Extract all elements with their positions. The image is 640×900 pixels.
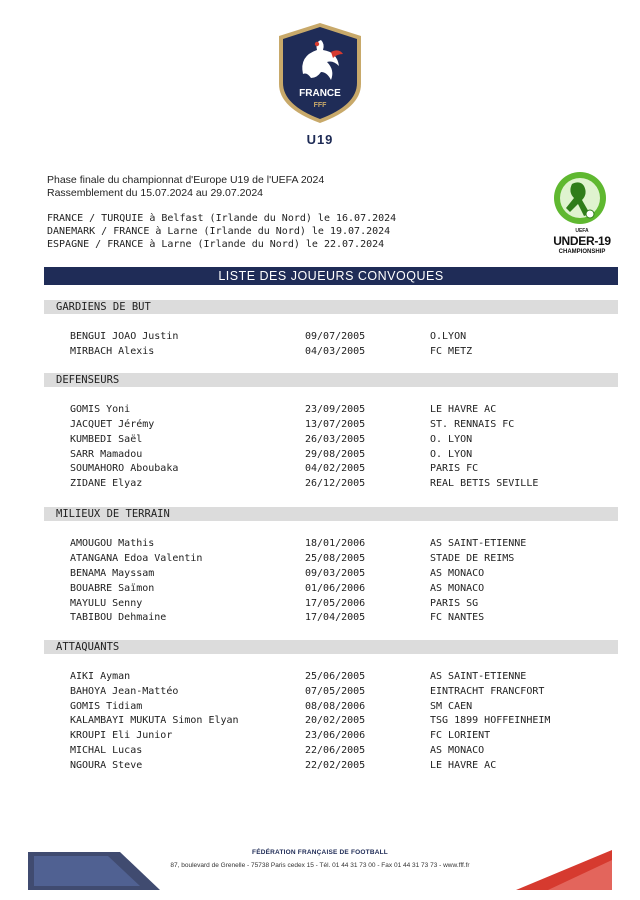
federation-name: FÉDÉRATION FRANÇAISE DE FOOTBALL	[252, 849, 388, 856]
player-row	[0, 729, 640, 743]
player-row	[0, 345, 640, 359]
player-name: MICHAL Lucas	[70, 745, 143, 756]
player-birthdate: 09/07/2005	[305, 331, 366, 342]
player-birthdate: 22/02/2005	[305, 760, 366, 771]
player-club: REAL BETIS SEVILLE	[430, 478, 539, 489]
player-name: BAHOYA Jean-Mattéo	[70, 686, 179, 697]
player-row	[0, 462, 640, 476]
player-name: AMOUGOU Mathis	[70, 538, 155, 549]
player-name: TABIBOU Dehmaine	[70, 612, 167, 623]
player-name: AIKI Ayman	[70, 671, 131, 682]
player-club: AS MONACO	[430, 583, 485, 594]
player-row	[0, 403, 640, 417]
crest-label: FRANCE	[299, 88, 341, 99]
section-label: ATTAQUANTS	[56, 641, 120, 653]
player-club: FC NANTES	[430, 612, 485, 623]
player-name: KUMBEDI Saël	[70, 434, 143, 445]
section-label: DEFENSEURS	[56, 374, 120, 386]
team-label: U19	[306, 132, 334, 147]
player-birthdate: 01/06/2006	[305, 583, 366, 594]
fff-crest-logo	[277, 22, 363, 124]
player-club: PARIS SG	[430, 598, 479, 609]
player-club: FC METZ	[430, 346, 473, 357]
fixture-line-1: FRANCE / TURQUIE à Belfast (Irlande du Nord) le 16.07.2024	[47, 213, 397, 224]
player-row	[0, 670, 640, 684]
player-row	[0, 685, 640, 699]
fixture-line-3: ESPAGNE / FRANCE à Larne (Irlande du Nord) le 22.07.2024	[47, 239, 385, 250]
player-birthdate: 17/05/2006	[305, 598, 366, 609]
section-header-defenders	[44, 373, 618, 387]
section-label: GARDIENS DE BUT	[56, 301, 151, 313]
player-birthdate: 18/01/2006	[305, 538, 366, 549]
section-header-forwards	[44, 640, 618, 654]
player-birthdate: 07/05/2005	[305, 686, 366, 697]
federation-address: 87, boulevard de Grenelle - 75738 Paris cedex 15 - Tél. 01 44 31 73 00 - Fax 01 44 31 73 73 - www.fff.fr	[170, 862, 470, 869]
player-club: LE HAVRE AC	[430, 404, 497, 415]
player-row	[0, 582, 640, 596]
player-name: SARR Mamadou	[70, 449, 143, 460]
player-club: STADE DE REIMS	[430, 553, 515, 564]
player-row	[0, 433, 640, 447]
section-header-midfielders	[44, 507, 618, 521]
player-club: FC LORIENT	[430, 730, 491, 741]
player-row	[0, 744, 640, 758]
player-name: GOMIS Yoni	[70, 404, 131, 415]
uefa-u19-logo	[546, 168, 618, 260]
player-club: O.LYON	[430, 331, 467, 342]
section-label: MILIEUX DE TERRAIN	[56, 508, 170, 520]
player-name: BENGUI JOAO Justin	[70, 331, 179, 342]
player-name: MAYULU Senny	[70, 598, 143, 609]
player-name: SOUMAHORO Aboubaka	[70, 463, 179, 474]
list-title: LISTE DES JOUEURS CONVOQUES	[44, 267, 618, 285]
player-club: AS MONACO	[430, 745, 485, 756]
player-club: TSG 1899 HOFFEINHEIM	[430, 715, 551, 726]
player-row	[0, 567, 640, 581]
player-name: JACQUET Jérémy	[70, 419, 155, 430]
player-birthdate: 25/06/2005	[305, 671, 366, 682]
player-row	[0, 477, 640, 491]
player-birthdate: 23/06/2006	[305, 730, 366, 741]
player-row	[0, 537, 640, 551]
player-name: ZIDANE Elyaz	[70, 478, 143, 489]
player-birthdate: 29/08/2005	[305, 449, 366, 460]
player-birthdate: 04/03/2005	[305, 346, 366, 357]
player-name: NGOURA Steve	[70, 760, 143, 771]
player-row	[0, 330, 640, 344]
player-club: AS SAINT-ETIENNE	[430, 671, 527, 682]
player-club: PARIS FC	[430, 463, 479, 474]
player-birthdate: 17/04/2005	[305, 612, 366, 623]
player-row	[0, 759, 640, 773]
player-name: KROUPI Eli Junior	[70, 730, 173, 741]
player-club: ST. RENNAIS FC	[430, 419, 515, 430]
player-row	[0, 611, 640, 625]
player-birthdate: 04/02/2005	[305, 463, 366, 474]
player-row	[0, 418, 640, 432]
player-birthdate: 25/08/2005	[305, 553, 366, 564]
player-row	[0, 714, 640, 728]
intro-line-1: Phase finale du championnat d'Europe U19 de l'UEFA 2024	[47, 174, 325, 186]
player-row	[0, 552, 640, 566]
player-name: MIRBACH Alexis	[70, 346, 155, 357]
player-name: BENAMA Mayssam	[70, 568, 155, 579]
uefa-player-emblem-icon	[550, 170, 610, 226]
player-row	[0, 448, 640, 462]
intro-line-2: Rassemblement du 15.07.2024 au 29.07.2024	[47, 187, 263, 199]
player-birthdate: 20/02/2005	[305, 715, 366, 726]
crest-sub-label: FFF	[313, 102, 327, 109]
player-birthdate: 09/03/2005	[305, 568, 366, 579]
player-birthdate: 22/06/2005	[305, 745, 366, 756]
player-birthdate: 23/09/2005	[305, 404, 366, 415]
player-club: AS SAINT-ETIENNE	[430, 538, 527, 549]
uefa-small-label: UEFA	[575, 228, 589, 234]
player-birthdate: 13/07/2005	[305, 419, 366, 430]
uefa-championship-label: CHAMPIONSHIP	[558, 249, 606, 255]
player-birthdate: 08/08/2006	[305, 701, 366, 712]
player-club: SM CAEN	[430, 701, 473, 712]
uefa-under19-label: UNDER-19	[553, 234, 611, 248]
player-name: KALAMBAYI MUKUTA Simon Elyan	[70, 715, 239, 726]
player-club: O. LYON	[430, 434, 473, 445]
player-row	[0, 700, 640, 714]
fixture-line-2: DANEMARK / FRANCE à Larne (Irlande du Nord) le 19.07.2024	[47, 226, 391, 237]
player-club: LE HAVRE AC	[430, 760, 497, 771]
player-club: EINTRACHT FRANCFORT	[430, 686, 545, 697]
player-club: O. LYON	[430, 449, 473, 460]
player-birthdate: 26/03/2005	[305, 434, 366, 445]
player-name: BOUABRE Saïmon	[70, 583, 155, 594]
player-club: AS MONACO	[430, 568, 485, 579]
player-birthdate: 26/12/2005	[305, 478, 366, 489]
section-header-goalkeepers	[44, 300, 618, 314]
player-name: GOMIS Tidiam	[70, 701, 143, 712]
player-row	[0, 597, 640, 611]
player-name: ATANGANA Edoa Valentin	[70, 553, 203, 564]
